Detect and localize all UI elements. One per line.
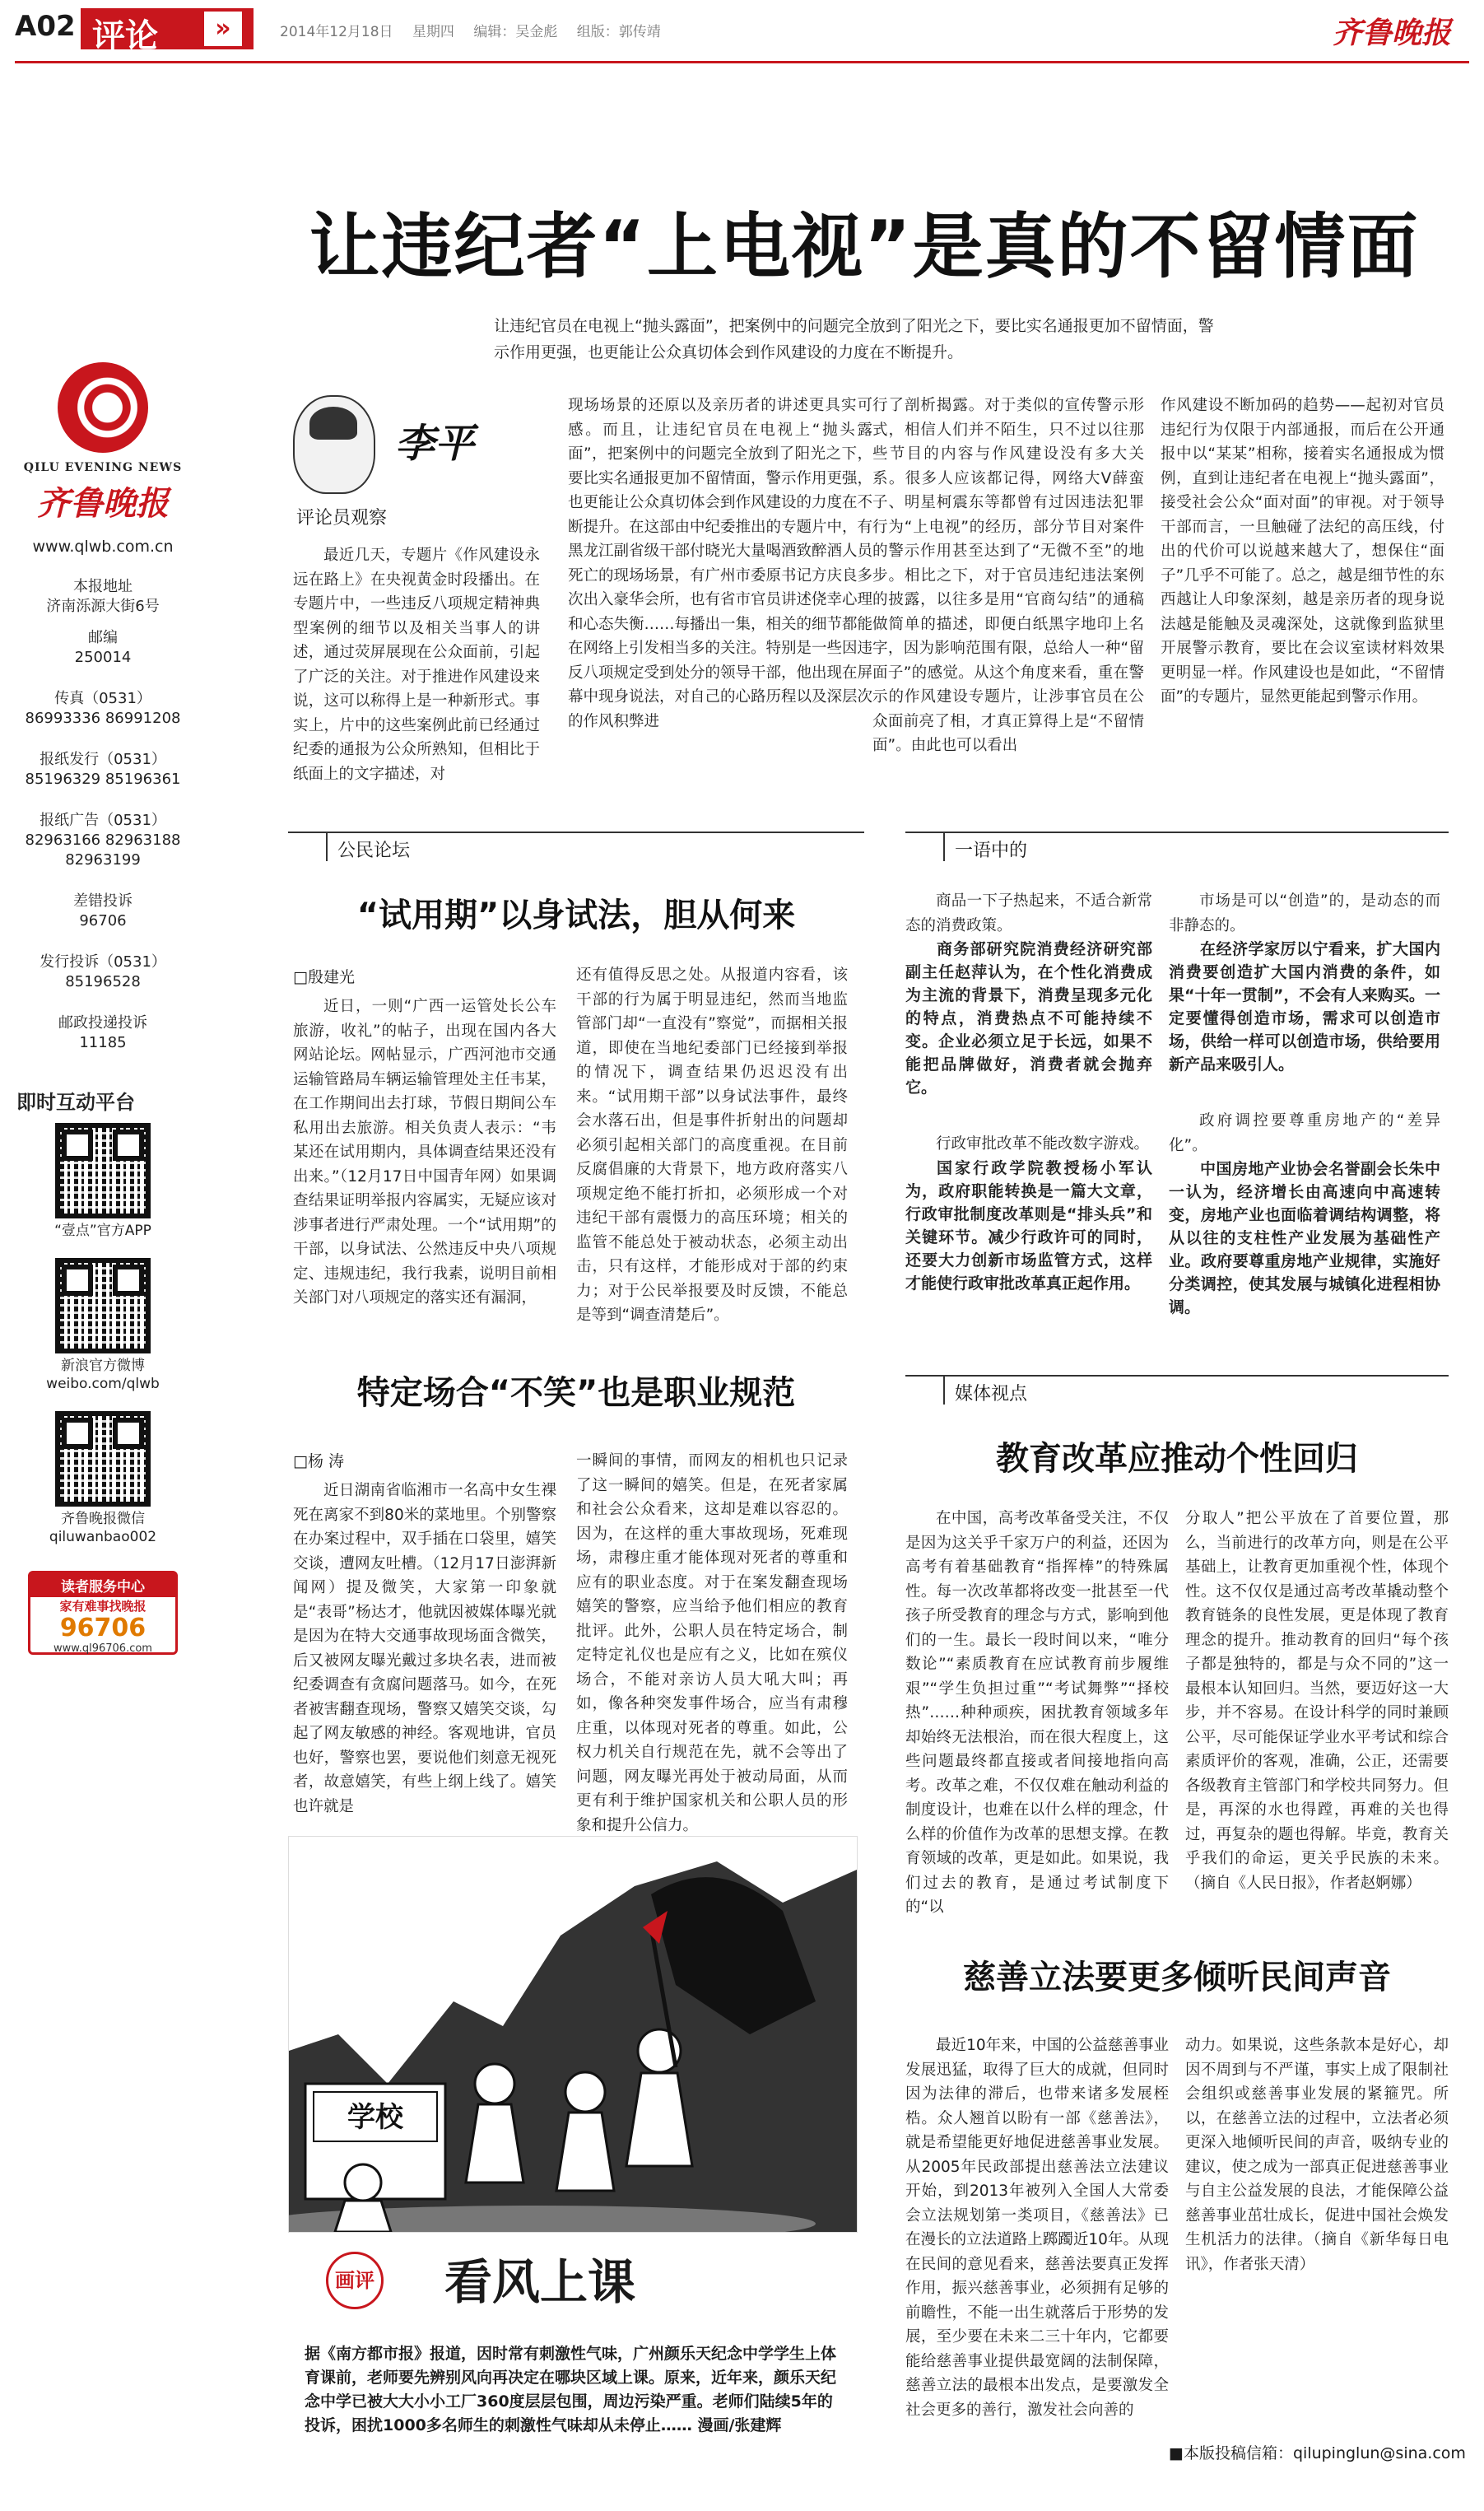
media-view-label: 媒体视点	[955, 1384, 1028, 1405]
dist-complaint-value: 85196528	[65, 973, 141, 990]
lead-col-4	[1161, 394, 1444, 710]
one-liner-3	[905, 1132, 1152, 1295]
dist-complaint-label: 发行投诉（0531）	[40, 953, 166, 971]
complaint-block	[16, 892, 189, 931]
section-tab-mark	[914, 832, 945, 861]
charity-col1-text: 最近10年来，中国的公益慈善事业发展迅猛，取得了巨大的成就，但同时因为法律的滞后，也带来诸多发展桎梏。众人翘首以盼有一部《慈善法》，就是希望能更好地促进慈善事业发展。从2005年民政部提出慈善法立法建议开始，到2013年被列入全国人大常委会立法规划第一类项目，《慈善法》已在漫长的立法道路上踯躅近10年。从现在民间的意见看来，慈善法要真正发挥作用，振兴慈善事业，必须拥有足够的前瞻性，不能一出生就落后于形势的发展，至少要在未来二三十年内，它都要能给慈善事业提供最宽阔的法制保障，慈善立法的最根本出发点，是要激发全社会更多的善行，激发社会向善的	[905, 2037, 1169, 2419]
lead-col-3-text: 行了剖析揭露。对于类似的宣传警示形式，相信人们并不陌生，只不过以往那些节目的内容与作风建设没有多大关系。很多人应该都记得，网络大V薛蛮子、明星柯震东等都曾有过因违法犯罪行为“上电视”的经历，部分节目对案件的警示作用甚至达到了“无微不至”的地步。相比之下，对于官员违纪违法案例的披露，以往多是用“官商勾结”的通稿做简单的描述，即便白纸黑字地印上名字，因为影响范围有限，总给人一种“留面子”的感觉。从这个角度来看，重在警示的作风建设专题片，让涉事官员在公众面前亮了相，才真正算得上是“不留情面”。由此也可以看出	[872, 397, 1144, 754]
charity-title: 慈善立法要更多倾听民间声音	[963, 1959, 1391, 1996]
one-liner-1-quote: 商品一下子热起来，不适合新常态的消费政策。	[905, 892, 1152, 934]
one-liners-label: 一语中的	[955, 841, 1028, 861]
forum-article1-col1	[293, 995, 556, 1311]
weibo-qr-caption: 新浪官方微博	[61, 1358, 145, 1374]
post-block	[16, 1013, 189, 1053]
one-liner-1	[905, 889, 1152, 1099]
app-qr-caption: “壹点”官方APP	[54, 1223, 151, 1239]
forum-article2-author: □杨 涛	[293, 1452, 344, 1470]
one-liner-2-quote: 市场是可以“创造”的，是动态的而非静态的。	[1169, 892, 1440, 934]
paper-logo: 齐鲁晚报	[1332, 16, 1451, 50]
one-liner-4-quote: 政府调控要尊重房地产的“差异化”。	[1169, 1112, 1440, 1154]
header-divider	[15, 61, 1469, 63]
editor-mailbox: ■本版投稿信箱：qilupinglun@sina.com	[1169, 2444, 1466, 2462]
cartoon-badge: 画评	[326, 2252, 384, 2309]
one-liner-col-right	[1169, 889, 1440, 1319]
paper-url[interactable]: www.qlwb.com.cn	[32, 538, 174, 556]
complaint-label: 差错投诉	[73, 892, 133, 910]
sidebar	[16, 346, 189, 1655]
header-meta	[280, 20, 676, 40]
reader-number: 96706	[59, 1614, 147, 1642]
wechat-qr-id: qiluwanbao002	[49, 1529, 157, 1545]
reader-service-box	[28, 1571, 178, 1655]
one-liner-3-text: 国家行政学院教授杨小军认为，政府职能转换是一篇大文章，行政审批制度改革则是“排头兵”和关键环节。减少行政许可的同时，还要大力创新市场监管方式，这样才能使行政审批改革真正起作用。	[905, 1158, 1152, 1293]
author-signature: 李平	[395, 421, 475, 467]
app-qr-code[interactable]	[55, 1123, 151, 1218]
reader-title: 读者服务中心	[30, 1573, 175, 1597]
charity-col2	[1185, 2033, 1449, 2276]
lead-headline: 让违纪者“上电视”是真的不留情面	[309, 206, 1420, 288]
ads-value: 82963166 82963188 82963199	[25, 832, 181, 869]
cartoon-title: 看风上课	[444, 2254, 636, 2310]
interactive-title: 即时互动平台	[16, 1091, 135, 1114]
designer-name: 组版：郭传靖	[576, 24, 661, 40]
complaint-value: 96706	[79, 912, 127, 929]
forum-article1-col2	[576, 963, 848, 1328]
post-value: 11185	[79, 1034, 127, 1051]
author-tag: 评论员观察	[296, 508, 388, 529]
lead-col-3	[872, 394, 1144, 758]
forum-article2-col2-text: 一瞬间的事情，而网友的相机也只记录了这一瞬间的嬉笑。但是，在死者家属和社会公众看来，这却是难以容忍的。因为，在这样的重大事故现场，死难现场，肃穆庄重才能体现对死者的尊重和应有的职业态度。对于在案发翻查现场嬉笑的警察，应当给予他们相应的教育批评。此外，公职人员在特定场合，制定特定礼仪也是应有之义，比如在殡仪场合，不能对亲访人员大吼大叫；再如，像各种突发事件场合，应当有肃穆庄重，以体现对死者的尊重。如此，公权力机关自行规范在先，就不会等出了问题，网友曝光再处于被动局面，从而更有利于维护国家机关和公职人员的形象和提升公信力。	[576, 1452, 848, 1834]
one-liner-2-text: 在经济学家厉以宁看来，扩大国内消费要创造扩大国内消费的条件，如果“十年一贯制”，不会有人来购买。一定要懂得创造市场，需求可以创造市场，供给一样可以创造市场，供给要用新产品来吸引人。	[1169, 940, 1440, 1074]
zip-label: 邮编	[88, 629, 118, 646]
section-tab-mark	[914, 1375, 945, 1405]
section-tab-mark	[296, 832, 328, 861]
forum-article2-col2	[576, 1449, 848, 1838]
paper-en-name: QILU EVENING NEWS	[23, 461, 183, 474]
section-banner	[81, 8, 254, 55]
citizen-forum-label: 公民论坛	[337, 841, 411, 861]
address-label: 本报地址	[73, 578, 133, 595]
editor-name: 编辑：吴金彪	[473, 24, 558, 40]
forum-article2-col1-text: 近日湖南省临湘市一名高中女生裸死在离家不到80米的菜地里。个别警察在办案过程中，双手插在口袋里，嬉笑交谈，遭网友吐槽。（12月17日澎湃新闻网）提及微笑，大家第一印象就是“表哥”杨达才，他就因被媒体曝光就是因为在特大交通事故现场面含微笑，后又被网友曝光戴过多块名表，进而被纪委调查有贪腐问题落马。如今，在死者被害翻查现场，警察又嬉笑交谈，勾起了网友敏感的神经。客观地讲，官员也好，警察也罢，要说他们刻意无视死者，故意嬉笑，有些上纲上线了。嬉笑也许就是	[293, 1482, 556, 1815]
weibo-qr-url: weibo.com/qlwb	[46, 1376, 160, 1392]
paper-logo-icon	[58, 362, 148, 453]
lead-col-2-text: 现场场景的还原以及亲历者的讲述更具实可感。而且，让违纪官员在电视上“抛头露面”，把案例中的问题完全放到了阳光之下，要比实名通报更加不留情面，警示作用更强，也更能让公众真切体会到作风建设的力度在不断提升。在这部由中纪委推出的专题片中，有黑龙江副省级干部付晓光大量喝酒致醉酒人员死亡的现场场景，有广州市委原书记方庆良多次出入豪华会所，也有省市官员讲述侥幸心理和心态失衡……每播出一集，相关的细节都能在网络上引发相当多的关注。特别是一些因违反八项规定受到处分的领导干部，他出现在屏幕中现身说法，对自己的心路历程以及深层次的作风积弊进	[568, 397, 873, 730]
charity-col1	[905, 2033, 1169, 2422]
editorial-cartoon	[288, 1836, 858, 2233]
one-liner-4-text: 中国房地产业协会名誉副会长朱中一认为，经济增长由高速向中高速转变，房地产业也面临着调结构调整，将从以往的支柱性产业发展为基础性产业。政府要尊重房地产业规律，实施好分类调控，使其发展与城镇化进程相协调。	[1169, 1160, 1440, 1316]
ads-label: 报纸广告（0531）	[40, 812, 166, 829]
one-liner-col-left	[905, 889, 1152, 1295]
reader-sub: 家有难事找晚报	[59, 1599, 147, 1614]
one-liners-bar	[905, 832, 1449, 866]
page-number: A02	[15, 10, 76, 43]
post-label: 邮政投递投诉	[58, 1014, 147, 1032]
author-portrait	[293, 395, 375, 494]
edu-col2	[1185, 1507, 1449, 1895]
forum-article2-col1	[293, 1479, 556, 1819]
forum-article1-col2-text: 还有值得反思之处。从报道内容看，该干部的行为属于明显违纪，然而当地监管部门却“一直没有”察觉”，而据相关报道，即使在当地纪委部门已经接到举报的情况下，调查结果仍迟迟没有出来。“试用期干部”以身试法事件，最终会水落石出，但是事件折射出的问题却必须引起相关部门的高度重视。在目前反腐倡廉的大背景下，地方政府落实八项规定绝不能打折扣，必须形成一个对违纪干部有震慑力的高压环境；相关的监管不能总处于被动状态，必须主动出击，只有这样，才能形成对于部的约束力；对于公民举报要及时反馈，不能总是等到“调查清楚后”。	[576, 967, 848, 1324]
lead-col-4-text: 作风建设不断加码的趋势——起初对官员违纪行为仅限于内部通报，而后在公开通报中以“某某”相称，接着实名通报成为惯例，直到让违纪者在电视上“抛头露面”，接受社会公众“面对面”的审视。对于领导干部而言，一旦触碰了法纪的高压线，付出的代价可以说越来越大了，想保住“面子”几乎不可能了。总之，越是细节性的东西越让人印象深刻，越是亲历者的现身说法越是能触及灵魂深处，这就像到监狱里开展警示教育，要比在会议室读材料效果更明显一样。作风建设也是如此，“不留情面”的专题片，显然更能起到警示作用。	[1161, 397, 1444, 706]
address-block	[16, 577, 189, 668]
ads-block	[16, 811, 189, 870]
forum-article1-title: “试用期”以身试法，胆从何来	[356, 897, 796, 934]
edu-col1-text: 在中国，高考改革备受关注，不仅是因为这关乎千家万户的利益，还因为高考有着基础教育“指挥棒”的特殊属性。每一次改革都将改变一批甚至一代孩子所受教育的理念与方式，影响到他们的一生。最长一段时间以来，“唯分数论”“素质教育在应试教育前步履维艰”“学生负担过重”“考试舞弊”“择校热”……种种顽疾，困扰教育领域多年却始终无法根治，而在很大程度上，这些问题最终都直接或者间接地指向高考。改革之难，不仅仅难在触动利益的制度设计，也难在以什么样的理念，什么样的价值作为改革的思想支撑。在教育领域的改革，更是如此。如果说，我们过去的教育，是通过考试制度下的“以	[905, 1510, 1169, 1916]
one-liner-1-text: 商务部研究院消费经济研究部副主任赵萍认为，在个性化消费成为主流的背景下，消费呈现多元化的特点，消费热点不可能持续不变。企业必须立足于长远，如果不能把品牌做好，消费者就会抛弃它。	[905, 940, 1152, 1097]
lead-col-1	[293, 543, 540, 786]
edu-col1	[905, 1507, 1169, 1920]
forum-article1-col1-text: 近日，一则“广西一运管处长公车旅游，收礼”的帖子，出现在国内各大网站论坛。网帖显示，广西河池市交通运输管路局车辆运输管理处主任韦某，在工作期间出去打球，节假日期间公车私用出去旅游。相关负责人表示：“韦某还在试用期内，具体调查结果还没有出来。”（12月17日中国青年网）如果调查结果证明举报内容属实，无疑应该对涉事者进行严肃处理。一个“试用期”的干部，以身试法、公然违反中央八项规定、违规违纪，我行我素，说明目前相关部门对八项规定的落实还有漏洞，	[293, 998, 556, 1307]
wechat-qr-code[interactable]	[55, 1411, 151, 1507]
lead-summary: 让违纪官员在电视上“抛头露面”，把案例中的问题完全放到了阳光之下，要比实名通报更加不留情面，警示作用更强，也更能让公众真切体会到作风建设的力度在不断提升。	[494, 317, 1214, 361]
media-view-bar	[905, 1375, 1449, 1409]
lead-col-2	[568, 394, 872, 734]
forum-article2-title: 特定场合“不笑”也是职业规范	[356, 1374, 796, 1412]
wechat-qr-caption: 齐鲁晚报微信	[61, 1511, 145, 1527]
cartoon-caption: 据《南方都市报》报道，因时常有刺激性气味，广州颜乐天纪念中学学生上体育课前，老师要先辨别风向再决定在哪块区域上课。原来，近年来，颜乐天纪念中学已被大大小小工厂360度层层包围，周边污染严重。老师们陆续5年的投诉，困扰1000多名师生的刺激性气味却从未停止…… 漫画/张建辉	[305, 2345, 837, 2434]
edu-title: 教育改革应推动个性回归	[996, 1440, 1358, 1478]
edu-col2-text: 分取人”把公平放在了首要位置，那么，当前进行的改革方向，则是在公平基础上，让教育更加重视个性，体现个性。这不仅仅是通过高考改革撬动整个教育链条的良性发展，更是体现了教育理念的提升。推动教育的回归“每个孩子都是独特的，都是与众不同的”这一最根本认知回归。当然，要迈好这一大步，并不容易。在设计科学的同时兼顾公平，尽可能保证学业水平考试和综合素质评价的客观，准确，公正，还需要各级教育主管部门和学校共同努力。但是，再深的水也得蹚，再难的关也得过，再复杂的题也得解。毕竟，教育关乎我们的命运，更关乎民族的未来。（摘自《人民日报》，作者赵婀娜）	[1185, 1510, 1449, 1892]
distribution-label: 报纸发行（0531）	[40, 751, 166, 768]
one-liner-2	[1169, 889, 1440, 1076]
fax-block	[16, 689, 189, 729]
one-liner-4	[1169, 1109, 1440, 1319]
zip-value: 250014	[74, 649, 132, 666]
issue-date: 2014年12月18日	[280, 24, 393, 40]
forum-article1-author: □殷建光	[293, 968, 355, 986]
reader-url[interactable]: www.ql96706.com	[53, 1642, 152, 1655]
lead-col-1-text: 最近几天，专题片《作风建设永远在路上》在央视黄金时段播出。在专题片中，一些违反八项规定精神典型案例的细节以及相关当事人的讲述，通过荧屏展现在公众面前，引起了广泛的关注。对于推进作风建设来说，这可以称得上是一种新形式。事实上，片中的这些案例此前已经通过纪委的通报为公众所熟知，但相比于纸面上的文字描述，对	[293, 547, 540, 783]
fax-label: 传真（0531）	[54, 690, 151, 707]
distribution-value: 85196329 85196361	[25, 771, 181, 788]
weibo-qr-code[interactable]	[55, 1258, 151, 1353]
distribution-block	[16, 750, 189, 790]
school-sign: 学校	[347, 2101, 403, 2134]
fax-value: 86993336 86991208	[25, 710, 181, 727]
double-chevron-icon: »	[204, 12, 242, 46]
dist-complaint-block	[16, 953, 189, 992]
issue-weekday: 星期四	[412, 24, 454, 40]
charity-col2-text: 动力。如果说，这些条款本是好心，却因不周到与不严谨，事实上成了限制社会组织或慈善事业发展的紧箍咒。所以，在慈善立法的过程中，立法者必须更深入地倾听民间的声音，吸纳专业的建议，使之成为一部真正促进慈善事业与自主公益发展的良法，才能保障公益慈善事业茁壮成长，促进中国社会焕发生机活力的法律。（摘自《新华每日电讯》，作者张天清）	[1185, 2037, 1449, 2273]
section-title: 评论	[92, 17, 158, 55]
cartoon-illustration	[289, 1837, 857, 2232]
paper-cn-name: 齐鲁晚报	[37, 484, 169, 523]
one-liner-3-quote: 行政审批改革不能改数字游戏。	[936, 1135, 1150, 1153]
citizen-forum-bar	[288, 832, 864, 866]
address-value: 济南泺源大街6号	[46, 598, 160, 615]
